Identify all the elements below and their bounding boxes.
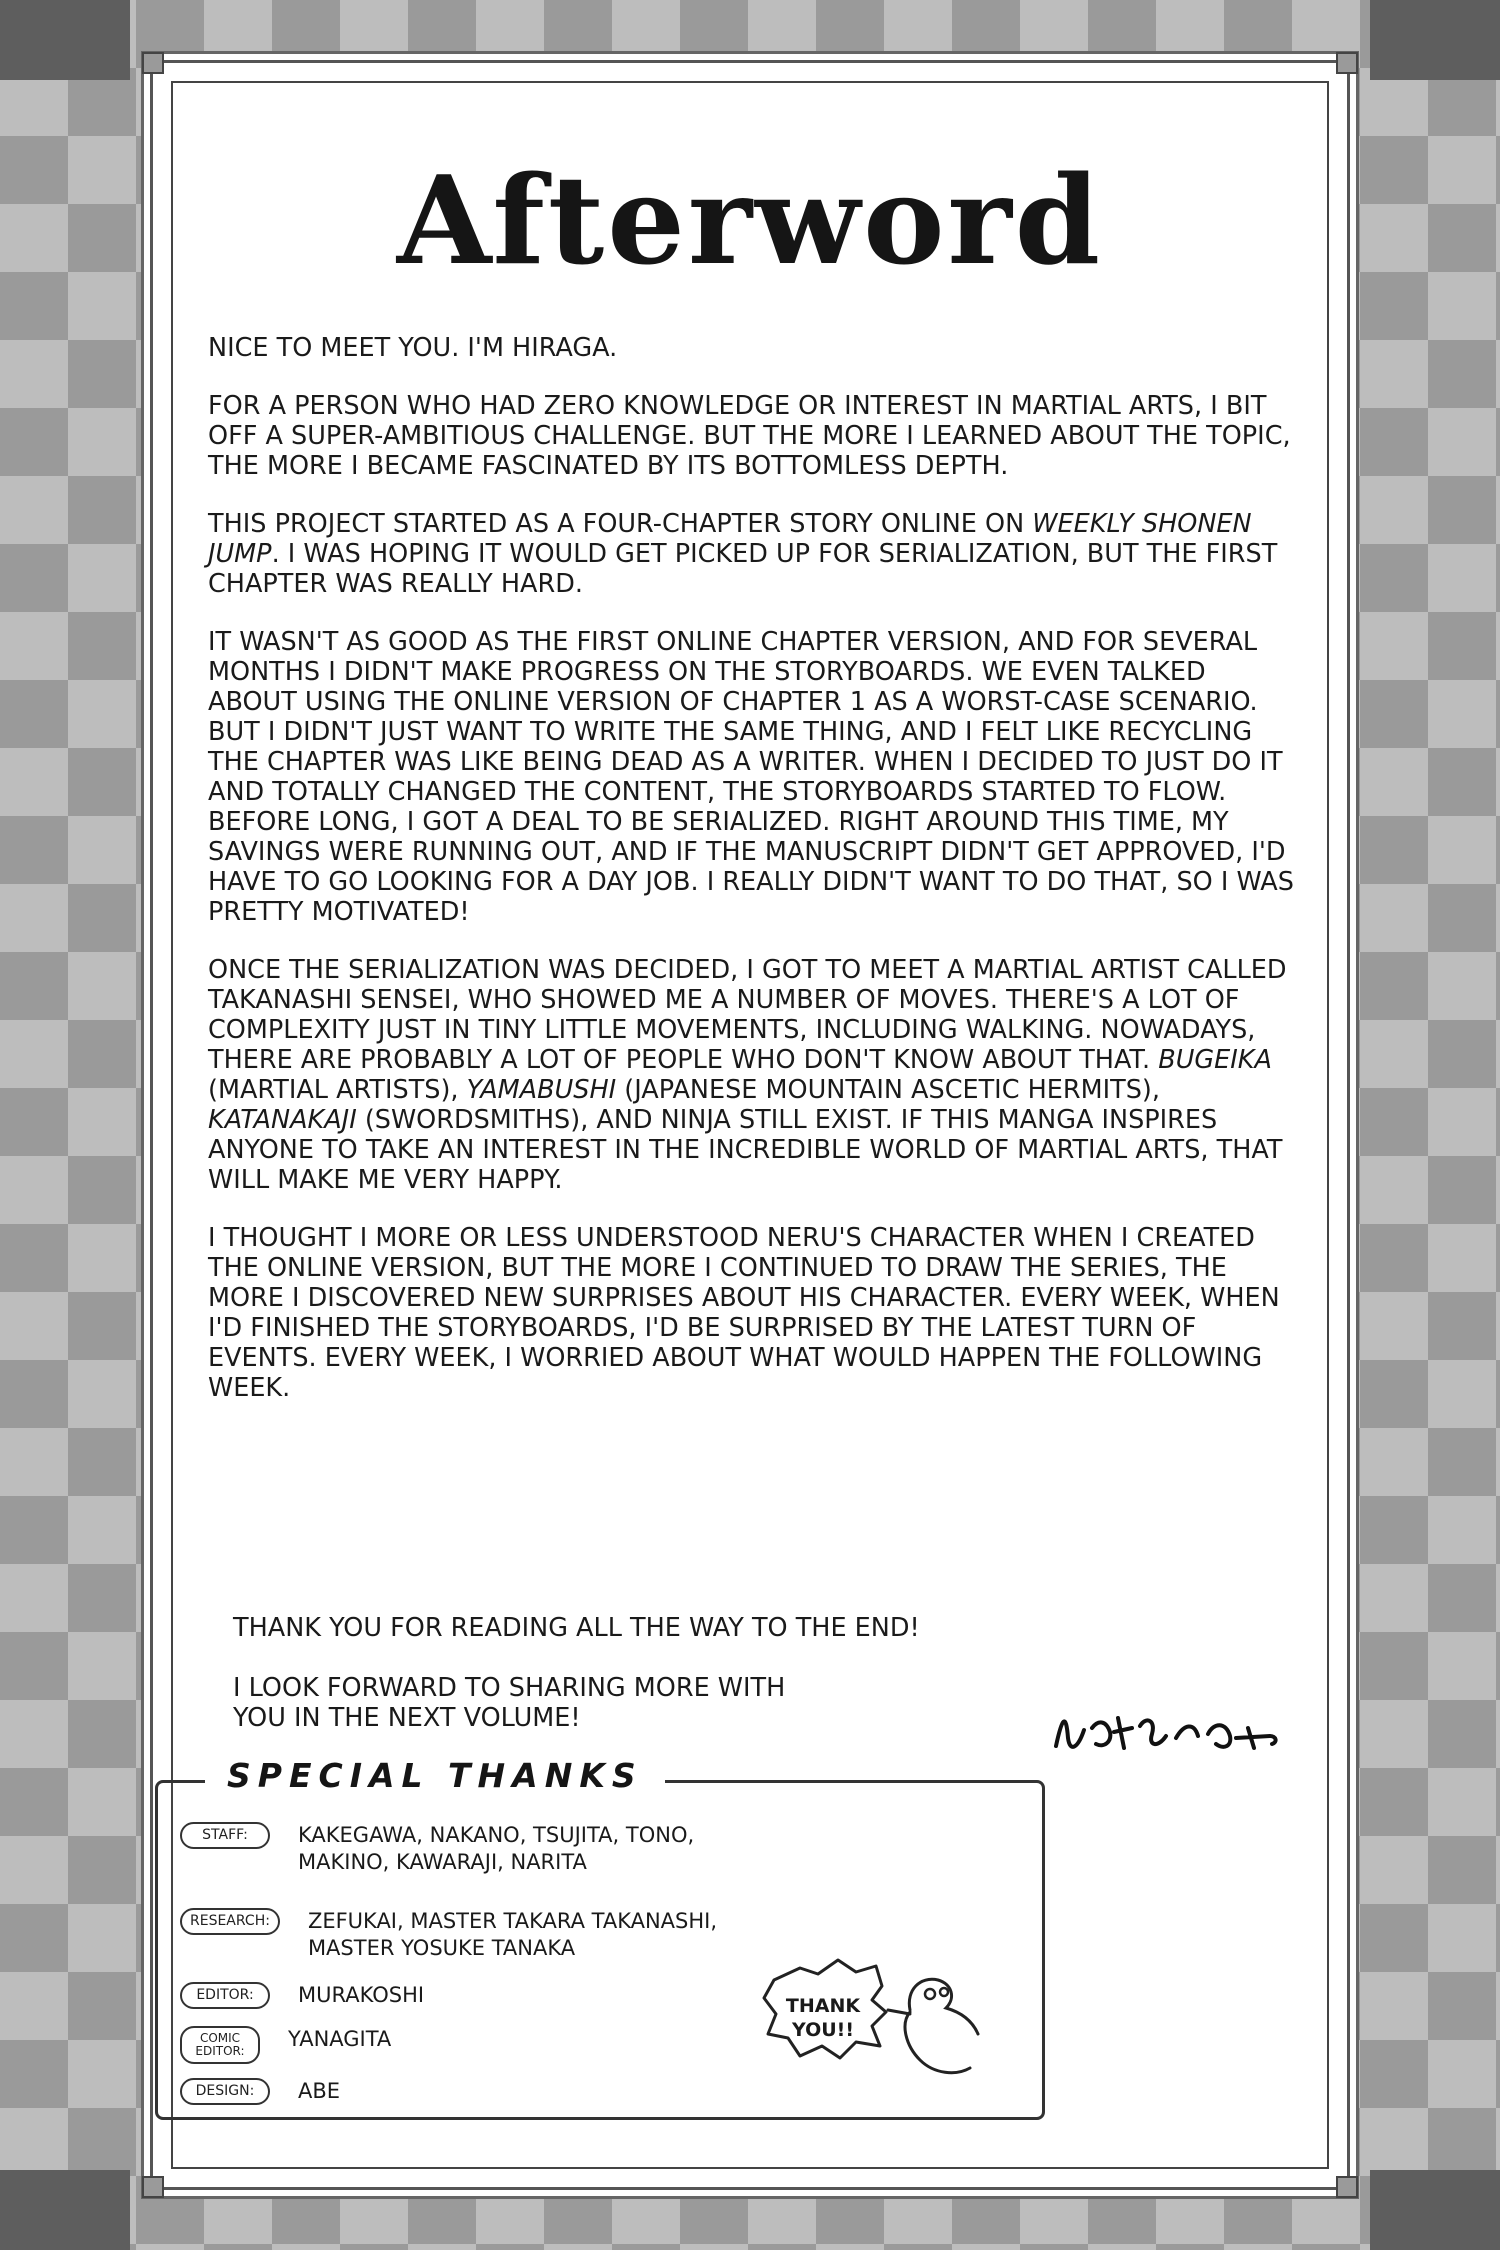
paragraph-greeting: NICE TO MEET YOU. I'M HIRAGA. — [208, 333, 618, 363]
role-label-research: RESEARCH: — [180, 1908, 280, 1935]
closing-look-forward: I LOOK FORWARD TO SHARING MORE WITH YOU IN THE NEXT VOLUME! — [233, 1673, 786, 1733]
paragraph-character: I THOUGHT I MORE OR LESS UNDERSTOOD NERU'S CHARACTER WHEN I CREATED THE ONLINE VERSION, BUT THE MORE I CONTINUED TO DRAW THE SERIES, THE MORE I DISCOVERED NEW SURPRISES ABOUT HIS CHARACTER. EVERY WEEK, WHEN I'D FINISHED THE STORYBOARDS, I'D BE SURPRISED BY THE LATEST TURN OF EVENTS. EVERY WEEK, I WORRIED ABOUT WHAT WOULD HAPPEN THE FOLLOWING WEEK. — [208, 1223, 1280, 1403]
credit-names-editor: MURAKOSHI — [298, 1983, 425, 2007]
role-label-comic-editor: COMIC EDITOR: — [180, 2026, 260, 2064]
special-thanks-title: SPECIAL THANKS — [205, 1756, 665, 1795]
author-signature — [1048, 1698, 1298, 1768]
credit-editor — [180, 1982, 424, 2009]
credit-research — [180, 1908, 788, 1962]
thank-you-bubble-text: THANK YOU!! — [785, 1995, 861, 2041]
role-label-staff: STAFF: — [180, 1822, 270, 1849]
credit-names-comic-editor: YANAGITA — [288, 2027, 392, 2051]
closing-notes — [233, 1613, 953, 1763]
credit-design — [180, 2078, 340, 2105]
paragraph-martial-artist: ONCE THE SERIALIZATION WAS DECIDED, I GOT TO MEET A MARTIAL ARTIST CALLED TAKANASHI SENSEI, WHO SHOWED ME A NUMBER OF MOVES. THERE'S A LOT OF COMPLEXITY JUST IN TINY LITTLE MOVEMENTS, INCLUDING WALKING. NOWADAYS, THERE ARE PROBABLY A LOT OF PEOPLE WHO DON'T KNOW ABOUT THAT. BUGEIKA (MARTIAL ARTISTS), YAMABUSHI (JAPANESE MOUNTAIN ASCETIC HERMITS), KATANAKAJI (SWORDSMITHS), AND NINJA STILL EXIST. IF THIS MANGA INSPIRES ANYONE TO TAKE AN INTEREST IN THE INCREDIBLE WORLD OF MARTIAL ARTS, THAT WILL MAKE ME VERY HAPPY. — [208, 955, 1287, 1195]
frame-notch-top-right — [1336, 52, 1358, 74]
credit-names-design: ABE — [298, 2079, 341, 2103]
afterword-body — [208, 333, 1298, 1431]
corner-block-top-right — [1370, 0, 1500, 80]
role-label-editor: EDITOR: — [180, 1982, 270, 2009]
credit-staff — [180, 1822, 738, 1876]
corner-block-bottom-left — [0, 2170, 130, 2250]
closing-thank-you: THANK YOU FOR READING ALL THE WAY TO THE END! — [233, 1613, 920, 1643]
frame-notch-top-left — [142, 52, 164, 74]
credit-names-staff: KAKEGAWA, NAKANO, TSUJITA, TONO, MAKINO, KAWARAJI, NARITA — [298, 1823, 695, 1874]
frame-notch-bottom-left — [142, 2176, 164, 2198]
corner-block-bottom-right — [1370, 2170, 1500, 2250]
frame-notch-bottom-right — [1336, 2176, 1358, 2198]
credit-names-research: ZEFUKAI, MASTER TAKARA TAKANASHI, MASTER YOSUKE TANAKA — [307, 1909, 718, 1960]
paragraph-challenge: FOR A PERSON WHO HAD ZERO KNOWLEDGE OR INTEREST IN MARTIAL ARTS, I BIT OFF A SUPER-AMBITIOUS CHALLENGE. BUT THE MORE I LEARNED ABOUT THE TOPIC, THE MORE I BECAME FASCINATED BY ITS BOTTOMLESS DEPTH. — [208, 391, 1291, 481]
page-title: Afterword — [396, 148, 1104, 292]
paragraph-project-start: THIS PROJECT STARTED AS A FOUR-CHAPTER STORY ONLINE ON WEEKLY SHONEN JUMP. I WAS HOPING IT WOULD GET PICKED UP FOR SERIALIZATION, BUT THE FIRST CHAPTER WAS REALLY HARD. — [208, 509, 1278, 599]
paragraph-storyboards: IT WASN'T AS GOOD AS THE FIRST ONLINE CHAPTER VERSION, AND FOR SEVERAL MONTHS I DIDN'T MAKE PROGRESS ON THE STORYBOARDS. WE EVEN TALKED ABOUT USING THE ONLINE VERSION OF CHAPTER 1 AS A WORST-CASE SCENARIO. BUT I DIDN'T JUST WANT TO WRITE THE SAME THING, AND I FELT LIKE RECYCLING THE CHAPTER WAS LIKE BEING DEAD AS A WRITER. WHEN I DECIDED TO JUST DO IT AND TOTALLY CHANGED THE CONTENT, THE STORYBOARDS STARTED TO FLOW. BEFORE LONG, I GOT A DEAL TO BE SERIALIZED. RIGHT AROUND THIS TIME, MY SAVINGS WERE RUNNING OUT, AND IF THE MANUSCRIPT DIDN'T GET APPROVED, I'D HAVE TO GO LOOKING FOR A DAY JOB. I REALLY DIDN'T WANT TO DO THAT, SO I WAS PRETTY MOTIVATED! — [208, 627, 1294, 927]
corner-block-top-left — [0, 0, 130, 80]
role-label-design: DESIGN: — [180, 2078, 270, 2105]
credit-comic-editor — [180, 2026, 391, 2064]
